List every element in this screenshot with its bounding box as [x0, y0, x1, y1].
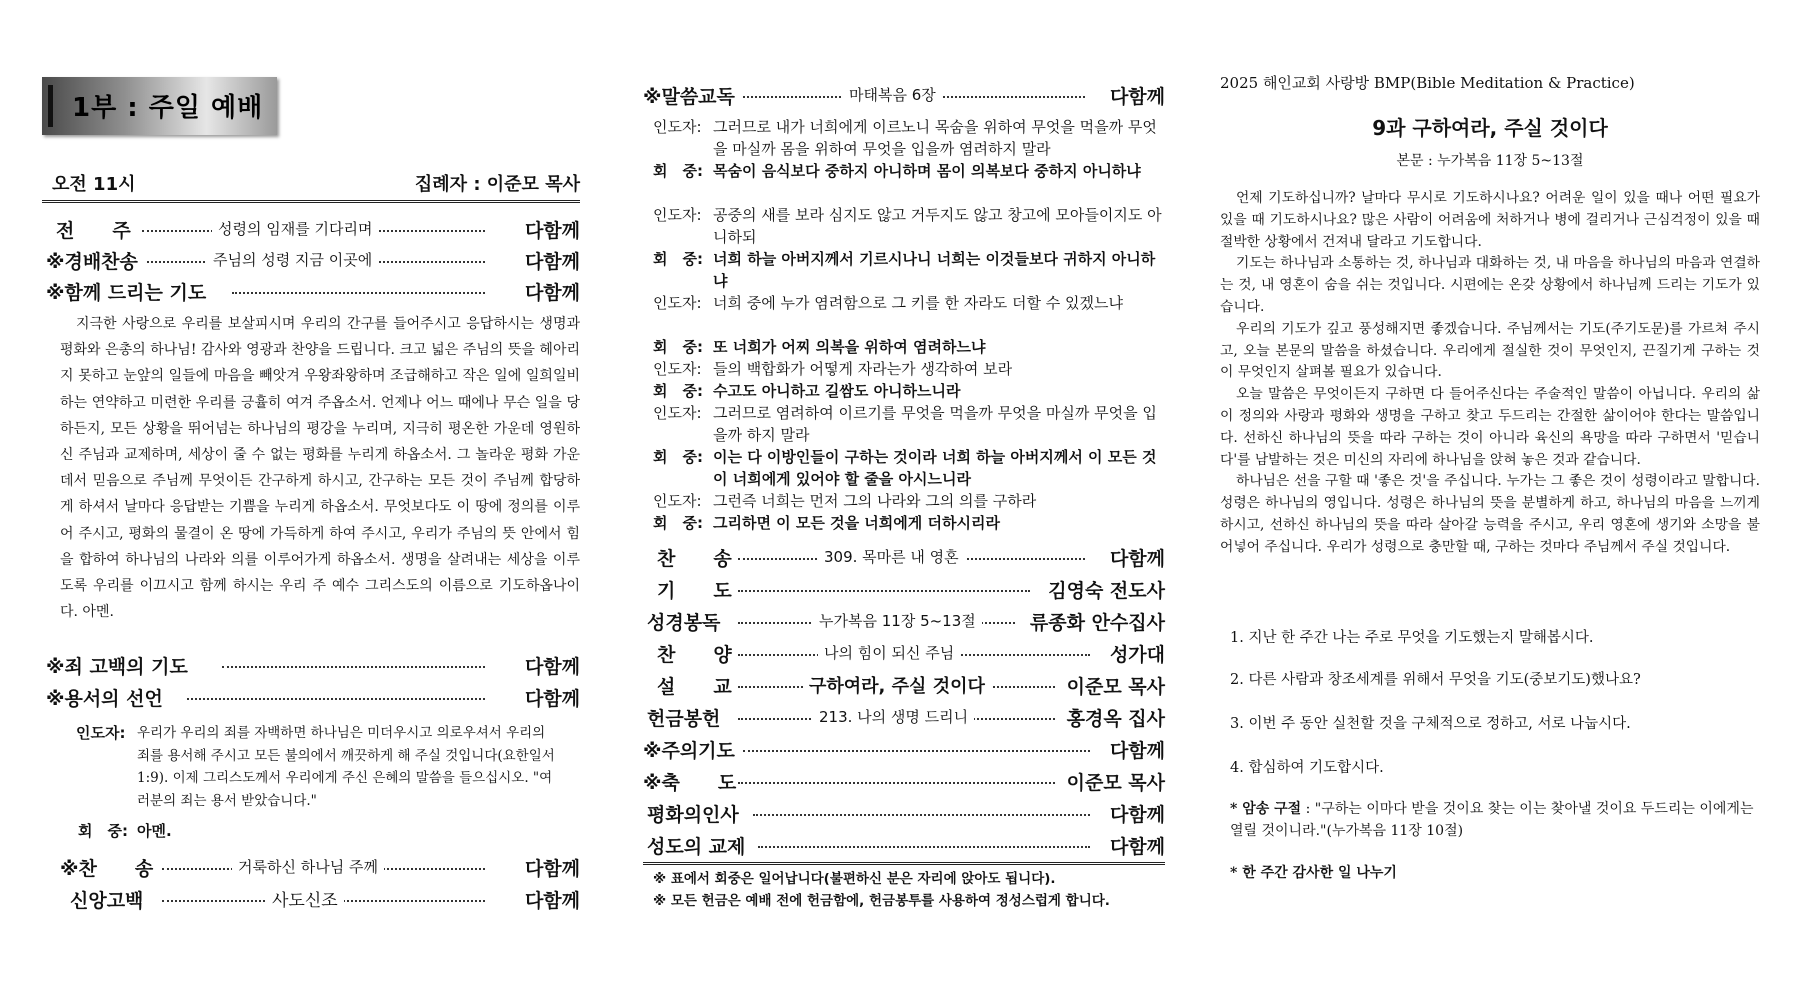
speaker-label: 회 중: — [653, 514, 703, 532]
order-item-responsible: 이준모 목사 — [1066, 772, 1165, 794]
order-item-name: ※주의기도 — [643, 740, 735, 762]
reading-text: 공중의 새를 보라 심지도 않고 거두지도 않고 창고에 모아들이지도 아니하되 — [713, 206, 1162, 246]
leader-dots — [743, 750, 1090, 752]
responsive-reading — [643, 116, 1165, 536]
service-time: 오전 11시 — [52, 174, 136, 195]
notes-divider — [643, 862, 1165, 865]
order-item-confession — [42, 650, 580, 680]
service-leader: 집례자 : 이준모 목사 — [414, 174, 580, 195]
order-item-name: 헌금봉헌 — [647, 708, 721, 730]
reading-text: 그러므로 내가 너희에게 이르노니 목숨을 위하여 무엇을 먹을까 무엇을 마실까 몸을 위하여 무엇을 입을까 염려하지 말라 — [713, 118, 1157, 158]
memory-verse — [1230, 798, 1755, 842]
reading-text: 너희 중에 누가 염려함으로 그 키를 한 자라도 더할 수 있겠느냐 — [713, 294, 1123, 312]
memory-verse-label: * 암송 구절 — [1230, 801, 1302, 817]
lesson-paragraph: 오늘 말씀은 무엇이든지 구하면 다 들어주신다는 주술적인 말씀이 아닙니다. 우리의 삶이 정의와 사랑과 평화와 생명을 구하고 찾고 두드리는 간절한 삶이어야 한다는 말씀입니다. 선하신 하나님의 뜻을 따라 구하는 것이 아니라 육신의 욕망을 따라 구하면서 '믿습니다'를 남발하는 것은 미신의 자리에 하나님을 앉혀 놓은 것과 같습니다. — [1220, 386, 1760, 468]
discussion-question: 3. 이번 주 동안 실천할 것을 구체적으로 정하고, 서로 나눕시다. — [1230, 716, 1631, 732]
order-item-detail: 성령의 임재를 기다리며 — [212, 218, 378, 239]
order-item-hymn — [42, 852, 580, 882]
order-item-hymn — [643, 542, 1165, 572]
reading-text: 그리하면 이 모든 것을 너희에게 더하시리라 — [713, 514, 1000, 532]
speaker-label: 회 중: — [78, 822, 128, 840]
speaker-label: 인도자: — [653, 360, 702, 378]
order-item-responsible: 다함께 — [1109, 548, 1165, 570]
absolution-block — [42, 722, 562, 832]
reading-text: 그러므로 염려하여 이르기를 무엇을 먹을까 무엇을 마실까 무엇을 입을까 하지 말라 — [713, 404, 1157, 444]
joint-prayer-text: 지극한 사랑으로 우리를 보살피시며 우리의 간구를 들어주시고 응답하시는 생명과 평화와 은총의 하나님! 감사와 영광과 찬양을 드립니다. 크고 넓은 주님의 뜻을 헤아리지 못하고 눈앞의 일들에 마음을 빼앗겨 우왕좌왕하며 조급해하고 작은 일에 일희일비하는 연약하고 미련한 우리를 긍휼히 여겨 주옵소서. 언제나 어느 때에나 무슨 일을 당하든지, 모든 상황을 뛰어넘는 하나님의 평강을 누리며, 지극히 평온한 가운데 영원하신 주님과 교제하며, 세상이 줄 수 없는 평화를 누리게 하옵소서. 그 놀라운 평화 가운데서 믿음으로 주님께 무엇이든 간구하게 하시고, 간구하는 모든 것이 주님께 합당하게 하셔서 날마다 응답받는 기쁨을 누리게 하옵소서. 무엇보다도 이 땅에 정의를 이루어 주시고, 평화의 물결이 온 땅에 가득하게 하여 주시고, 우리가 주님의 뜻 안에서 힘을 합하여 하나님의 나라와 의를 이루어가게 하옵소서. 생명을 살려내는 세상을 이루도록 우리를 이끄시고 함께 하시는 우리 주 예수 그리스도의 이름으로 기도하옵나이다. 아멘. — [60, 316, 580, 621]
reading-text: 이는 다 이방인들이 구하는 것이라 너희 하늘 아버지께서 이 모든 것이 너희에게 있어야 할 줄을 아시느니라 — [713, 448, 1157, 488]
lesson-paragraph: 우리의 기도가 깊고 풍성해지면 좋겠습니다. 주님께서는 기도(주기도문)를 가르쳐 주시고, 오늘 본문의 말씀을 하셨습니다. 우리에게 절실한 것이 무엇인지, 끈질기게 구하는 것이 무엇인지 살펴볼 필요가 있습니다. — [1220, 320, 1760, 381]
lesson-paragraph: 기도는 하나님과 소통하는 것, 하나님과 대화하는 것, 내 마음을 하나님의 마음과 연결하는 것, 내 영혼이 숨을 쉬는 것입니다. 시편에는 온갖 상황에서 하나님께 드리는 기도가 있습니다. — [1220, 255, 1760, 315]
speaker-label: 인도자: — [76, 724, 126, 742]
absolution-text: 우리가 우리의 죄를 자백하면 하나님은 미더우시고 의로우셔서 우리의 죄를 용서해 주시고 모든 불의에서 깨끗하게 해 주실 것입니다(요한일서 1:9). 이제 그리스도께서 우리에게 주신 은혜의 말씀을 들으십시오. "여러분의 죄는 용서 받았습니다." — [137, 725, 555, 809]
order-item-responsible: 다함께 — [524, 251, 580, 273]
standing-note: ※ 표에서 회중은 일어납니다(불편하신 분은 자리에 앉아도 됩니다). — [653, 871, 1056, 887]
order-item-benediction — [643, 766, 1165, 796]
discussion-question: 2. 다른 사람과 창조세계를 위해서 무엇을 기도(중보기도)했나요? — [1230, 672, 1641, 688]
leader-dots — [222, 666, 485, 668]
speaker-label: 인도자: — [653, 492, 702, 510]
memory-verse-text: : "구하는 이마다 받을 것이요 찾는 이는 찾아낼 것이요 두드리는 이에게는 열릴 것이니라."(누가복음 11장 10절) — [1230, 801, 1754, 839]
order-item-responsible: 다함께 — [524, 656, 580, 678]
leader-dots — [758, 846, 1090, 848]
order-item-responsible: 다함께 — [524, 858, 580, 880]
order-item-joint-prayer — [42, 276, 580, 306]
order-item-responsible: 다함께 — [1109, 836, 1165, 858]
leader-dots — [187, 698, 485, 700]
speaker-label: 인도자: — [653, 294, 702, 312]
service-banner — [42, 77, 277, 135]
header-divider — [42, 200, 580, 203]
leader-dots — [738, 782, 1055, 784]
order-item-sermon — [643, 670, 1165, 700]
reading-text: 너희 하늘 아버지께서 기르시나니 너희는 이것들보다 귀하지 아니하냐 — [713, 250, 1156, 290]
order-item-absolution — [42, 682, 580, 712]
order-item-name: ※찬 송 — [60, 858, 154, 880]
speaker-label: 인도자: — [653, 404, 702, 422]
order-item-name: 평화의인사 — [647, 804, 739, 826]
lesson-reference: 본문 : 누가복음 11장 5~13절 — [1396, 153, 1584, 169]
order-item-scripture — [643, 606, 1165, 636]
order-item-responsible: 다함께 — [524, 282, 580, 304]
study-series: 2025 해인교회 사랑방 BMP(Bible Meditation & Practice) — [1220, 74, 1635, 92]
order-item-offering — [643, 702, 1165, 732]
discussion-question: 1. 지난 한 주간 나는 주로 무엇을 기도했는지 말해봅시다. — [1230, 630, 1594, 646]
order-item-responsive-reading — [643, 80, 1165, 110]
order-item-detail: 213. 나의 생명 드리니 — [813, 706, 974, 727]
speaker-label: 회 중: — [653, 338, 703, 356]
order-item-name: ※함께 드리는 기도 — [46, 282, 207, 304]
order-item-responsible: 김영숙 전도사 — [1048, 580, 1165, 602]
response-block — [42, 820, 562, 844]
reading-text: 수고도 아니하고 길쌈도 아니하느니라 — [713, 382, 961, 400]
order-item-prelude — [42, 214, 580, 244]
order-item-responsible: 다함께 — [1109, 86, 1165, 108]
order-item-responsible: 다함께 — [1109, 740, 1165, 762]
reading-text: 들의 백합화가 어떻게 자라는가 생각하여 보라 — [713, 360, 1013, 378]
order-item-responsible: 이준모 목사 — [1066, 676, 1165, 698]
order-item-detail: 사도신조 — [266, 886, 344, 911]
speaker-label: 회 중: — [653, 382, 703, 400]
order-item-detail: 누가복음 11장 5~13절 — [813, 610, 982, 631]
order-item-responsible: 류종화 안수집사 — [1029, 612, 1165, 634]
reading-text: 그런즉 너희는 먼저 그의 나라와 그의 의를 구하라 — [713, 492, 1037, 510]
speaker-label: 회 중: — [653, 250, 703, 268]
speaker-label: 회 중: — [653, 162, 703, 180]
order-item-detail: 309. 목마른 내 영혼 — [818, 546, 965, 567]
order-item-creed — [42, 884, 580, 914]
lesson-paragraph: 언제 기도하십니까? 날마다 무시로 기도하시나요? 어려운 일이 있을 때나 어떤 필요가 있을 때 기도하시나요? 많은 사람이 어려움에 처하거나 병에 걸리거나 근심걱정이 있을 때 절박한 상황에서 건져내 달라고 기도합니다. — [1220, 190, 1760, 250]
order-item-lords-prayer — [643, 734, 1165, 764]
order-item-detail: 주님의 성령 지금 이곳에 — [207, 249, 378, 270]
share-prompt: * 한 주간 감사한 일 나누기 — [1230, 865, 1397, 881]
service-title: 1부 : 주일 예배 — [72, 93, 264, 123]
order-item-name: ※말씀교독 — [643, 86, 735, 108]
service-notes — [653, 868, 1168, 912]
offering-note: ※ 모든 헌금은 예배 전에 헌금함에, 헌금봉투를 사용하여 정성스럽게 합니다. — [653, 893, 1110, 909]
order-item-name: ※경배찬송 — [46, 251, 138, 273]
order-item-responsible: 다함께 — [524, 890, 580, 912]
order-item-responsible: 다함께 — [1109, 804, 1165, 826]
order-item-name: 전 주 — [56, 220, 131, 242]
order-item-responsible: 홍경옥 집사 — [1066, 708, 1165, 730]
order-item-name: ※용서의 선언 — [46, 688, 163, 710]
leader-dots — [232, 292, 485, 294]
order-item-peace — [643, 798, 1165, 828]
order-item-name: 찬 송 — [657, 548, 732, 570]
order-item-name: 찬 양 — [657, 644, 732, 666]
order-item-name: 기 도 — [657, 580, 732, 602]
order-item-name: 성도의 교제 — [647, 836, 746, 858]
reading-text: 또 너희가 어찌 의복을 위하여 염려하느냐 — [713, 338, 986, 356]
response-text: 아멘. — [137, 822, 172, 840]
order-item-detail: 나의 힘이 되신 주님 — [818, 642, 960, 663]
speaker-label: 회 중: — [653, 448, 703, 466]
order-item-responsible: 다함께 — [524, 688, 580, 710]
reading-text: 목숨이 음식보다 중하지 아니하며 몸이 의복보다 중하지 아니하냐 — [713, 162, 1141, 180]
discussion-question: 4. 합심하여 기도합시다. — [1230, 760, 1384, 776]
lesson-paragraph: 하나님은 선을 구할 때 '좋은 것'을 주십니다. 누가는 그 좋은 것이 성령이라고 말합니다. 성령은 하나님의 영입니다. 성령은 하나님의 뜻을 분별하게 하고, 하나님의 마음을 느끼게 하시고, 선하신 하나님의 뜻을 따라 살아갈 능력을 주시고, 우리 영혼에 생기와 소망을 불어넣어 주십니다. 우리가 성령으로 충만할 때, 구하는 것마다 주님께서 주실 것입니다. — [1220, 473, 1760, 555]
order-item-responsible: 성가대 — [1109, 644, 1165, 666]
order-item-name: 신앙고백 — [70, 890, 144, 912]
speaker-label: 인도자: — [653, 118, 702, 136]
order-item-name: 설 교 — [657, 676, 732, 698]
order-item-responsible: 다함께 — [524, 220, 580, 242]
order-item-name: ※축 도 — [643, 772, 737, 794]
leader-dots — [738, 590, 1030, 592]
order-item-anthem — [643, 638, 1165, 668]
order-item-detail: 거룩하신 하나님 주께 — [232, 856, 384, 877]
order-item-detail: 마태복음 6장 — [843, 84, 942, 105]
leader-dots — [753, 814, 1090, 816]
order-item-prayer — [643, 574, 1165, 604]
order-item-praise — [42, 245, 580, 275]
lesson-title: 9과 구하여라, 주실 것이다 — [1372, 116, 1608, 140]
banner-accent — [48, 85, 53, 127]
lesson-body — [1220, 188, 1760, 559]
order-item-fellowship — [643, 830, 1165, 860]
order-item-name: 성경봉독 — [647, 612, 721, 634]
service-header — [42, 170, 580, 196]
sermon-title: 구하여라, 주실 것이다 — [803, 672, 991, 698]
speaker-label: 인도자: — [653, 206, 702, 224]
order-item-name: ※죄 고백의 기도 — [46, 656, 188, 678]
